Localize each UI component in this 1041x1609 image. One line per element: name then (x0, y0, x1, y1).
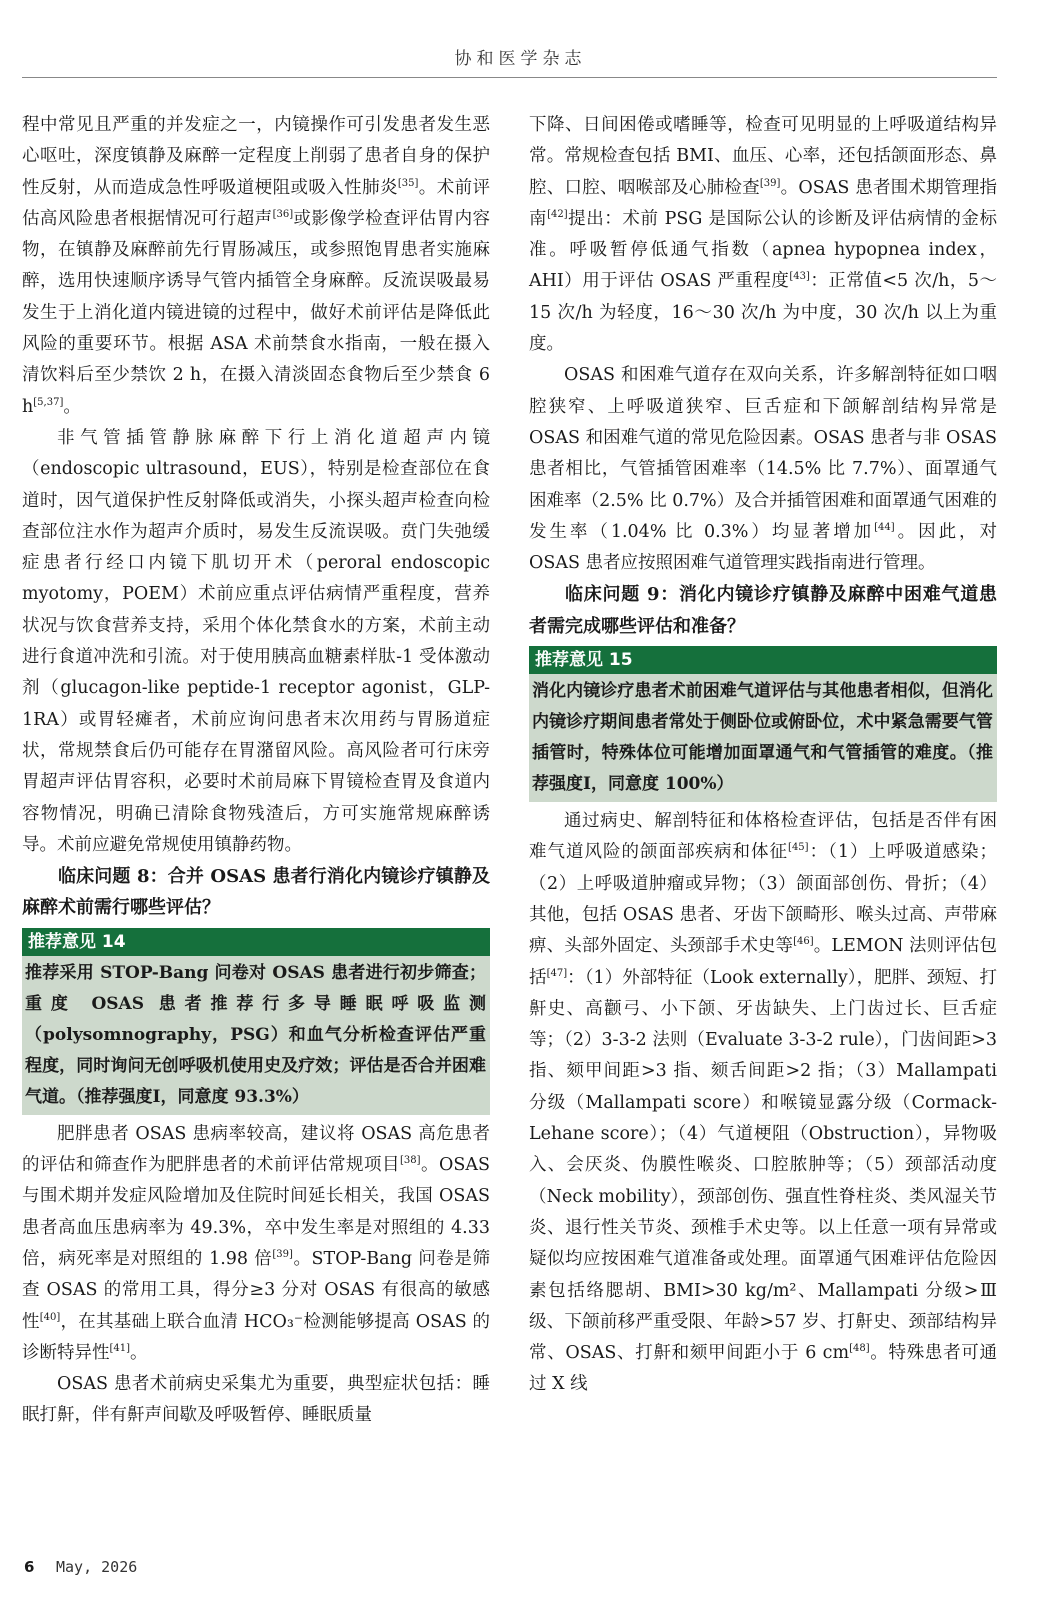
citation: [42] (547, 209, 568, 221)
citation: [35] (397, 177, 419, 189)
citation: [45] (788, 842, 809, 854)
citation: [41] (109, 1342, 131, 1354)
paragraph: 肥胖患者 OSAS 患病率较高，建议将 OSAS 高危患者的评估和筛查作为肥胖患者的术前评估常规项目[38]。OSAS 与围术期并发症风险增加及住院时间延长相关，我国 OSAS 患者高血压患病率为 49.3%，卒中发生率是对照组的 4.33 倍，病死率是对照组的 1.98 倍[39]。STOP-Bang 问卷是筛查 OSAS 的常用工具，得分≥3 分对 OSAS 有很高的敏感性[40]，在其基础上联合血清 HCO₃⁻检测能够提高 OSAS 的诊断特异性[41]。 (22, 1123, 491, 1363)
recommendation-body: 消化内镜诊疗患者术前困难气道评估与其他患者相似，但消化内镜诊疗期间患者常处于侧卧位或俯卧位，术中紧急需要气管插管时，特殊体位可能增加面罩通气和气管插管的难度。（推荐强度Ⅰ，同意度 100%） (529, 674, 997, 802)
citation: [39] (759, 177, 781, 189)
recommendation-title: 推荐意见 14 (22, 928, 490, 956)
issue-date: May, 2026 (56, 1558, 138, 1576)
recommendation-body: 推荐采用 STOP-Bang 问卷对 OSAS 患者进行初步筛查；重度 OSAS 患者推荐行多导睡眠呼吸监测（polysomnography，PSG）和血气分析检查评估严重程度，同时询问无创呼吸机使用史及疗效；评估是否合并困难气道。（推荐强度Ⅰ，同意度 93.3%） (22, 956, 490, 1115)
left-column (22, 110, 490, 1432)
citation: [43] (789, 271, 810, 283)
page-number: 6 (24, 1558, 35, 1576)
paragraph: OSAS 和困难气道存在双向关系，许多解剖特征如口咽腔狭窄、上呼吸道狭窄、巨舌症和下颌解剖结构异常是 OSAS 和困难气道的常见危险因素。OSAS 患者与非 OSAS 患者相比，气管插管困难率（14.5% 比 7.7%）、面罩通气困难率（2.5% 比 0.7%）及合并插管困难和面罩通气困难的发生率（1.04% 比 0.3%）均显著增加[44]。因此，对 OSAS 患者应按照困难气道管理实践指南进行管理。 (529, 365, 997, 574)
paragraph: 非气管插管静脉麻醉下行上消化道超声内镜（endoscopic ultrasound，EUS），特别是检查部位在食道时，因气道保护性反射降低或消失，小探头超声检查向检查部位注水作为超声介质时，易发生反流误吸。贲门失弛缓症患者行经口内镜下肌切开术（peroral endoscopic myotomy，POEM）术前应重点评估病情严重程度，营养状况与饮食营养支持，采用个体化禁食水的方案，术前主动进行食道冲洗和引流。对于使用胰高血糖素样肽-1 受体激动剂（glucagon-like peptide-1 receptor agonist，GLP-1RA）或胃轻瘫者，术前应询问患者末次用药与胃肠道症状，常规禁食后仍可能存在胃潴留风险。高风险者可行床旁胃超声评估胃容积，必要时术前局麻下胃镜检查胃及食道内容物情况，明确已清除食物残渣后，方可实施常规麻醉诱导。术前应避免常规使用镇静药物。 (22, 427, 490, 855)
recommendation-box (529, 646, 997, 802)
citation: [48] (849, 1343, 870, 1355)
journal-title: 协和医学杂志 (454, 49, 587, 69)
citation: [47] (546, 967, 568, 979)
citation: [5,37] (33, 396, 64, 408)
citation: [40] (39, 1311, 61, 1323)
citation: [39] (272, 1249, 293, 1261)
question-heading: 临床问题 8：合并 OSAS 患者行消化内镜诊疗镇静及麻醉术前需行哪些评估？ (22, 866, 490, 919)
right-column (529, 110, 997, 1401)
recommendation-box (22, 928, 490, 1115)
paragraph: OSAS 患者术前病史采集尤为重要，典型症状包括：睡眠打鼾，伴有鼾声间歇及呼吸暂停、睡眠质量 (22, 1374, 490, 1426)
citation: [38] (400, 1155, 421, 1167)
paragraph: 通过病史、解剖特征和体格检查评估，包括是否伴有困难气道风险的颌面部疾病和体征[45]：（1）上呼吸道感染；（2）上呼吸道肿瘤或异物；（3）颌面部创伤、骨折；（4）其他，包括 OSAS 患者、牙齿下颌畸形、喉头过高、声带麻痹、头部外固定、头颈部手术史等[46]。LEMON 法则评估包括[47]：（1）外部特征（Look externally），肥胖、颈短、打鼾史、高颧弓、小下颌、牙齿缺失、上门齿过长、巨舌症等；（2）3-3-2 法则（Evaluate 3-3-2 rule），门齿间距>3 指、颏甲间距>3 指、颏舌间距>2 指；（3）Mallampati 分级（Mallampati score）和喉镜显露分级（Cormack-Lehane score）；（4）气道梗阻（Obstruction），异物吸入、会厌炎、伪膜性喉炎、口腔脓肿等；（5）颈部活动度（Neck mobility），颈部创伤、强直性脊柱炎、类风湿关节炎、退行性关节炎、颈椎手术史等。以上任意一项有异常或疑似均应按困难气道准备或处理。面罩通气困难评估危险因素包括络腮胡、BMI>30 kg/m²、Mallampati 分级>Ⅲ级、下颌前移严重受限、年龄>57 岁、打鼾史、颈部结构异常、OSAS、打鼾和颏甲间距小于 6 cm[48]。特殊患者可通过 X 线 (529, 811, 997, 1395)
header-rule (22, 77, 997, 78)
question-heading: 临床问题 9：消化内镜诊疗镇静及麻醉中困难气道患者需完成哪些评估和准备？ (529, 584, 997, 637)
citation: [36] (272, 209, 294, 221)
recommendation-title: 推荐意见 15 (529, 646, 997, 674)
citation: [46] (793, 936, 814, 948)
citation: [44] (874, 522, 895, 534)
paragraph: 下降、日间困倦或嗜睡等，检查可见明显的上呼吸道结构异常。常规检查包括 BMI、血压、心率，还包括颌面形态、鼻腔、口腔、咽喉部及心肺检查[39]。OSAS 患者围术期管理指南[42]提出：术前 PSG 是国际公认的诊断及评估病情的金标准。呼吸暂停低通气指数（apnea hypopnea index，AHI）用于评估 OSAS 严重程度[43]：正常值<5 次/h，5～15 次/h 为轻度，16～30 次/h 为中度，30 次/h 以上为重度。 (529, 115, 998, 355)
paragraph: 程中常见且严重的并发症之一，内镜操作可引发患者发生恶心呕吐，深度镇静及麻醉一定程度上削弱了患者自身的保护性反射，从而造成急性呼吸道梗阻或吸入性肺炎[35]。术前评估高风险患者根据情况可行超声[36]或影像学检查评估胃内容物，在镇静及麻醉前先行胃肠减压，或参照饱胃患者实施麻醉，选用快速顺序诱导气管内插管全身麻醉。反流误吸最易发生于上消化道内镜进镜的过程中，做好术前评估是降低此风险的重要环节。根据 ASA 术前禁食水指南，一般在摄入清饮料后至少禁饮 2 h，在摄入清淡固态食物后至少禁食 6 h[5,37]。 (22, 115, 491, 417)
